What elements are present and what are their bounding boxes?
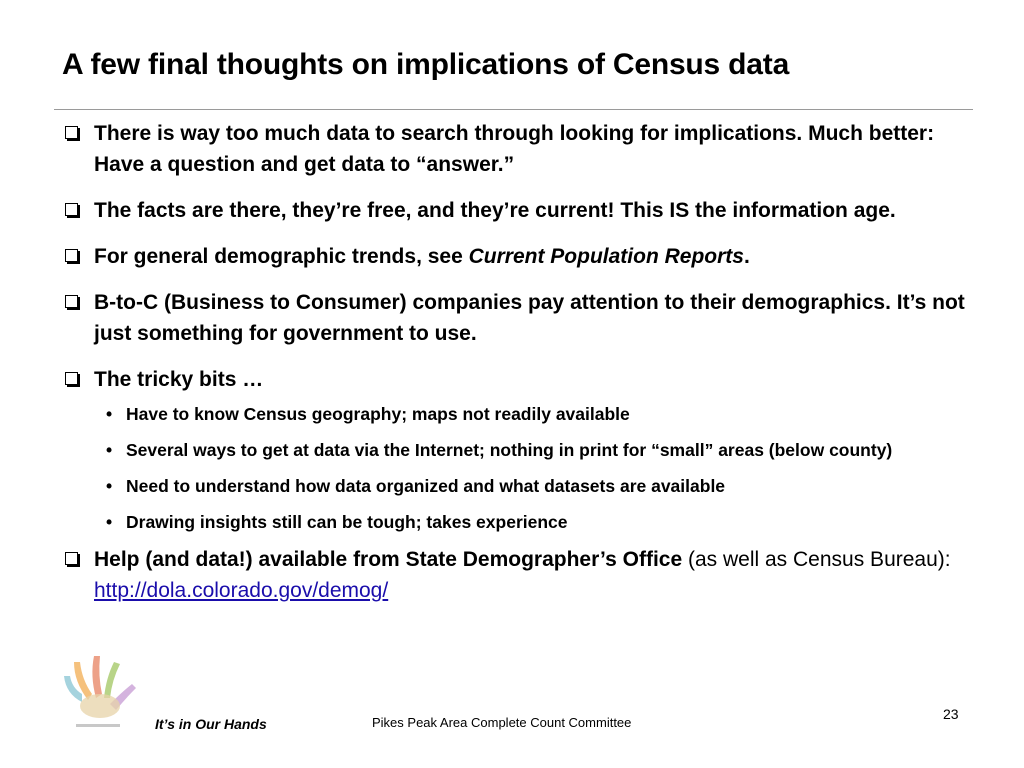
hands-logo-icon [52,632,144,732]
footer-organization: Pikes Peak Area Complete Count Committee [372,715,632,730]
report-title: Current Population Reports [468,245,744,268]
slide-content [64,118,974,621]
bullet-text-bold: Help (and data!) available from State Demographer’s Office [94,548,683,571]
bullet-text: There is way too much data to search through looking for implications. Much better: Have a question and get data to “answer.” [94,122,935,176]
checkbox-bullet-icon [65,295,78,308]
slide-title: A few final thoughts on implications of Census data [62,48,790,81]
bullet-item [64,287,974,349]
checkbox-bullet-icon [65,126,78,139]
bullet-dot-icon: • [106,404,113,424]
bullet-text: The facts are there, they’re free, and they’re current! This IS the information age. [94,199,896,222]
sub-bullet-text: Several ways to get at data via the Internet; nothing in print for “small” areas (below county) [126,440,893,460]
page-number: 23 [943,706,959,722]
bullet-item [64,195,974,226]
bullet-text: The tricky bits … [94,368,264,391]
bullet-text-normal: (as well as Census Bureau): [682,548,951,571]
footer-slogan: It’s in Our Hands [155,716,267,732]
sub-bullet-list [94,401,974,535]
bullet-item [64,241,974,272]
sub-bullet-item [94,473,974,499]
bullet-item [64,118,974,180]
checkbox-bullet-icon [65,203,78,216]
demographer-link[interactable]: http://dola.colorado.gov/demog/ [94,579,389,602]
sub-bullet-text: Drawing insights still can be tough; takes experience [126,512,568,532]
bullet-dot-icon: • [106,440,113,460]
sub-bullet-item [94,401,974,427]
bullet-dot-icon: • [106,476,113,496]
sub-bullet-item [94,437,974,463]
bullet-text: B-to-C (Business to Consumer) companies pay attention to their demographics. It’s not just something for government to use. [94,291,965,345]
sub-bullet-text: Need to understand how data organized and what datasets are available [126,476,726,496]
bullet-text-suffix: . [743,245,750,268]
bullet-dot-icon: • [106,512,113,532]
checkbox-bullet-icon [65,552,78,565]
title-divider [54,109,973,110]
checkbox-bullet-icon [65,249,78,262]
checkbox-bullet-icon [65,372,78,385]
sub-bullet-item [94,509,974,535]
bullet-text-prefix: For general demographic trends, see [94,245,469,268]
bullet-item [64,364,974,535]
sub-bullet-text: Have to know Census geography; maps not readily available [126,404,630,424]
bullet-item [64,544,974,606]
